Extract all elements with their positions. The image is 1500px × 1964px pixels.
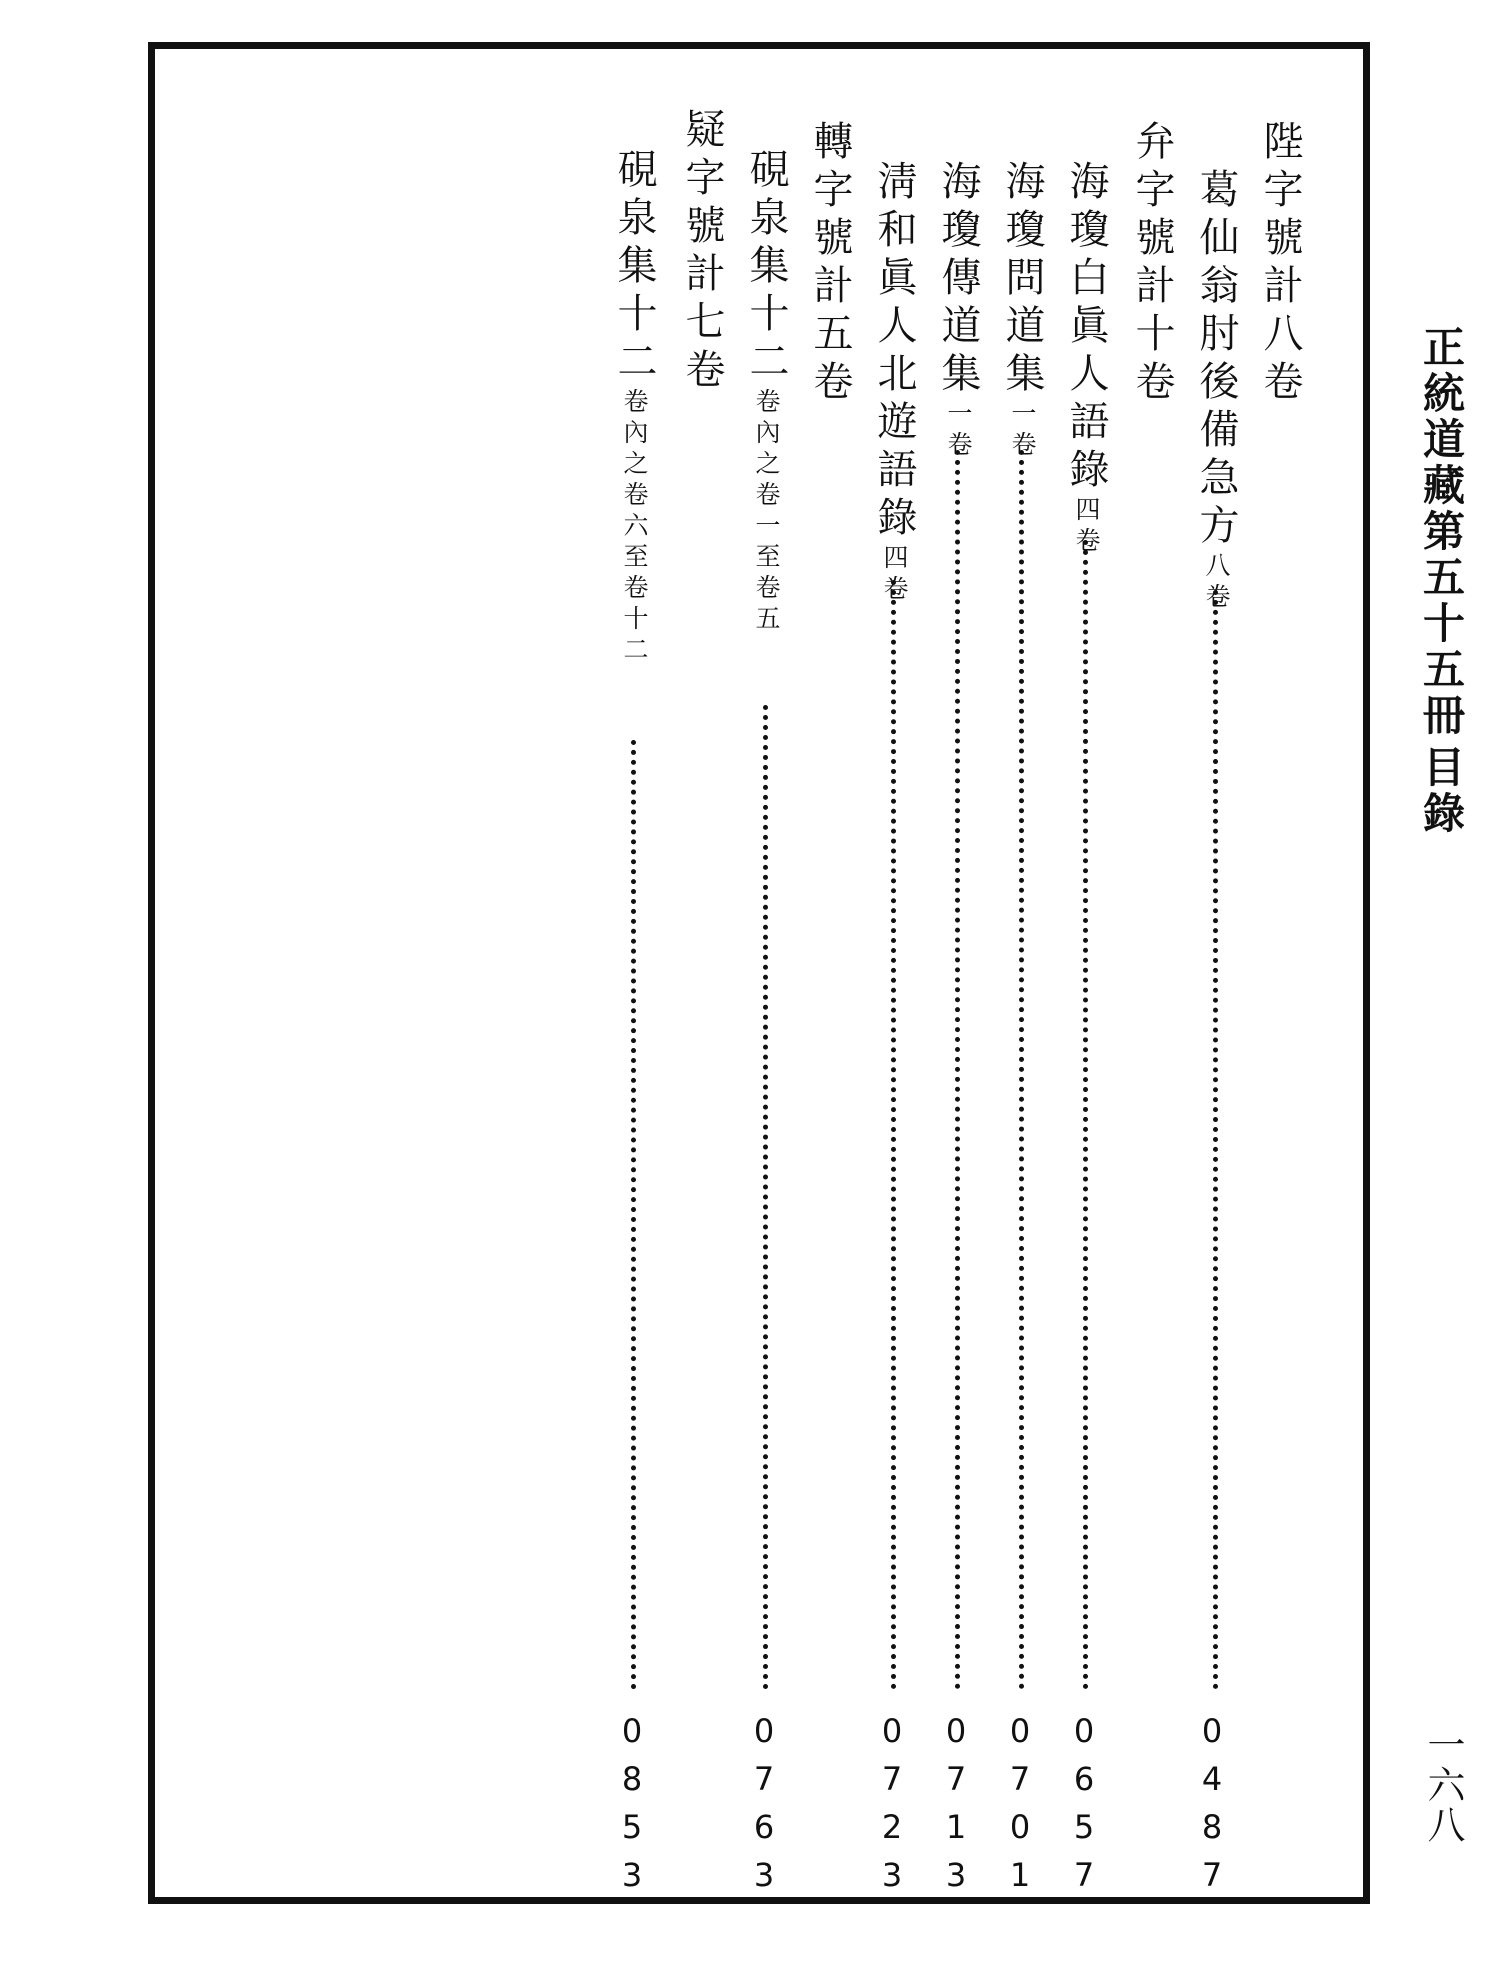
dot-leader [1083,540,1088,1690]
group-heading: 弁字號計十卷 [1129,120,1175,408]
toc-entry [1063,160,1109,558]
dot-leader [1019,450,1024,1690]
dot-leader [631,740,636,1690]
dot-leader [955,450,960,1690]
entry-note: 卷內之卷一至卷五 [752,388,781,636]
folio-number: 一六八 [1421,1725,1465,1845]
section-title: 目錄 [1417,745,1466,837]
dot-leader [891,580,896,1690]
page-number: 0713 [937,1712,975,1904]
entry-note: 一卷 [944,400,973,462]
entry-title: 海瓊問道集 [999,160,1045,400]
dot-leader [1213,590,1218,1690]
page-number: 0853 [613,1712,651,1904]
page-number: 0487 [1193,1712,1231,1904]
dot-leader [763,705,768,1690]
running-title: 正統道藏第五十五冊 [1417,325,1466,739]
entry-title: 海瓊傳道集 [935,160,981,400]
entry-title: 硯泉集十二 [743,148,789,388]
page-number: 0723 [873,1712,911,1904]
group-heading: 疑字號計七卷 [679,108,725,396]
entry-title: 硯泉集十二 [611,148,657,388]
entry-title: 淸和眞人北遊語錄 [871,160,917,544]
toc-entry [935,160,981,462]
page-number: 0657 [1065,1712,1103,1904]
entry-note: 一卷 [1008,400,1037,462]
toc-entry [611,148,657,667]
entry-title: 海瓊白眞人語錄 [1063,160,1109,496]
entry-note: 八卷 [1202,552,1231,614]
page-number: 0763 [745,1712,783,1904]
toc-entry [1193,168,1239,614]
entry-note: 四卷 [1072,496,1101,558]
group-heading: 陛字號計八卷 [1257,120,1303,408]
entry-note: 卷內之卷六至卷十二 [620,388,649,667]
entry-title: 葛仙翁肘後備急方 [1193,168,1239,552]
toc-entry [743,148,789,636]
toc-entry [999,160,1045,462]
page-number: 0701 [1001,1712,1039,1904]
group-heading: 轉字號計五卷 [807,120,853,408]
entry-note: 四卷 [880,544,909,606]
toc-entry [871,160,917,606]
